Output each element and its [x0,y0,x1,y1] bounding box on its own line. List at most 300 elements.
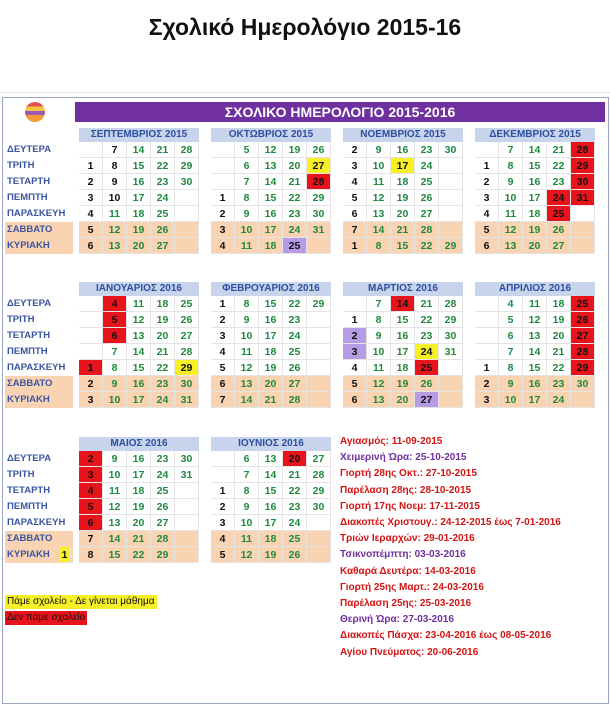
day-cell: 15 [259,296,283,312]
day-cell [307,547,331,563]
day-cell: 10 [499,190,523,206]
day-cell [211,158,235,174]
day-cell: 19 [259,360,283,376]
day-cell: 30 [571,376,595,392]
day-cell: 28 [175,344,199,360]
month-header: ΑΠΡΙΛΙΟΣ 2016 [475,282,595,296]
day-cell [307,238,331,254]
day-cell: 24 [151,467,175,483]
day-cell: 16 [127,174,151,190]
day-cell: 27 [547,238,571,254]
day-cell: 6 [343,392,367,408]
day-cell: 15 [259,483,283,499]
day-cell: 25 [283,344,307,360]
day-cell: 7 [211,392,235,408]
event-item: Θερινή Ώρα: 27-03-2016 [340,614,454,626]
day-cell [571,238,595,254]
day-cell: 18 [547,296,571,312]
day-cell: 14 [127,142,151,158]
day-cell: 28 [151,531,175,547]
day-cell: 5 [499,312,523,328]
day-cell: 12 [103,499,127,515]
day-cell [211,451,235,467]
day-cell: 19 [259,547,283,563]
day-cell: 5 [211,547,235,563]
day-cell: 13 [103,238,127,254]
page-title: Σχολικό Ημερολόγιο 2015-16 [148,14,462,40]
day-cell: 21 [415,296,439,312]
day-label: ΚΥΡΙΑΚΗ [5,547,73,563]
day-cell: 22 [151,158,175,174]
day-cell: 12 [259,142,283,158]
day-cell: 11 [499,206,523,222]
day-cell: 13 [367,206,391,222]
day-cell: 16 [259,206,283,222]
logo-icon [25,102,45,122]
day-cell: 29 [439,312,463,328]
day-cell [307,392,331,408]
day-cell: 1 [343,238,367,254]
day-cell: 26 [283,360,307,376]
day-cell: 6 [235,451,259,467]
day-cell: 5 [103,312,127,328]
day-cell [439,222,463,238]
day-cell: 17 [391,158,415,174]
day-cell: 28 [571,142,595,158]
day-cell [571,206,595,222]
day-cell: 20 [283,158,307,174]
day-label: ΤΡΙΤΗ [7,160,35,171]
day-cell [175,222,199,238]
day-cell: 22 [415,312,439,328]
day-cell: 23 [151,174,175,190]
day-cell: 9 [103,451,127,467]
month-header: ΣΕΠΤΕΜΒΡΙΟΣ 2015 [79,128,199,142]
day-cell: 21 [283,174,307,190]
day-cell: 15 [391,238,415,254]
day-cell: 5 [211,360,235,376]
day-cell [79,328,103,344]
day-cell: 1 [211,190,235,206]
day-cell: 28 [415,222,439,238]
month-header: ΝΟΕΜΒΡΙΟΣ 2015 [343,128,463,142]
day-cell: 29 [307,190,331,206]
day-cell: 5 [79,222,103,238]
day-cell: 12 [499,222,523,238]
day-cell: 20 [127,515,151,531]
day-label: ΔΕΥΤΕΡΑ [7,298,52,309]
day-cell: 6 [499,328,523,344]
day-cell: 13 [235,376,259,392]
day-cell: 3 [211,222,235,238]
day-label: ΠΑΡΑΣΚΕΥΗ [7,362,66,373]
title-divider [0,92,610,93]
day-cell: 20 [259,376,283,392]
day-cell [211,467,235,483]
day-cell: 31 [571,190,595,206]
day-cell: 2 [475,376,499,392]
day-cell [175,499,199,515]
day-cell: 16 [127,376,151,392]
day-cell: 9 [235,312,259,328]
day-cell: 3 [211,515,235,531]
day-label: ΔΕΥΤΕΡΑ [7,453,52,464]
day-cell [475,296,499,312]
event-item: Παρέλαση 25ης: 25-03-2016 [340,598,472,609]
day-cell: 27 [571,328,595,344]
event-item: Αγιασμός: 11-09-2015 [340,436,443,447]
day-cell: 21 [547,344,571,360]
day-label: ΚΥΡΙΑΚΗ [5,392,73,408]
calendar-banner: ΣΧΟΛΙΚΟ ΗΜΕΡΟΛΟΓΙΟ 2015-2016 [75,102,605,122]
day-cell: 2 [79,174,103,190]
day-cell: 6 [79,515,103,531]
day-cell: 12 [235,360,259,376]
day-cell: 9 [499,174,523,190]
event-item: Διακοπές Πάσχα: 23-04-2016 έως 08-05-2016 [340,630,552,642]
day-cell: 9 [235,499,259,515]
day-cell: 25 [151,483,175,499]
day-cell: 2 [211,312,235,328]
day-cell: 11 [235,238,259,254]
legend-yellow: Πάμε σχολείο - Δε γίνεται μάθημα [7,596,155,607]
day-cell: 16 [127,451,151,467]
day-cell: 4 [211,531,235,547]
day-cell: 7 [235,467,259,483]
month-header: ΜΑΡΤΙΟΣ 2016 [343,282,463,296]
legend-red: Δεν πάμε σχολείο [7,612,86,623]
day-cell: 20 [547,328,571,344]
day-cell: 7 [103,142,127,158]
day-cell [175,238,199,254]
day-cell: 24 [547,190,571,206]
day-cell: 20 [151,328,175,344]
day-cell: 17 [259,515,283,531]
day-cell: 14 [259,467,283,483]
day-cell: 17 [523,392,547,408]
day-cell: 4 [343,174,367,190]
day-cell: 15 [127,360,151,376]
day-label: ΠΕΜΠΤΗ [7,501,48,512]
day-cell: 14 [391,296,415,312]
day-cell: 26 [415,376,439,392]
day-cell: 30 [439,328,463,344]
day-cell: 18 [259,344,283,360]
day-cell: 26 [175,312,199,328]
day-cell [439,206,463,222]
day-cell: 1 [79,360,103,376]
day-cell: 30 [439,142,463,158]
day-label: ΤΡΙΤΗ [7,469,35,480]
day-cell: 26 [547,222,571,238]
day-cell: 22 [283,190,307,206]
day-cell [439,360,463,376]
day-cell: 25 [415,360,439,376]
day-cell: 29 [439,238,463,254]
day-cell: 24 [415,158,439,174]
day-cell [439,376,463,392]
day-cell: 8 [367,312,391,328]
day-cell: 5 [475,222,499,238]
day-cell: 16 [391,142,415,158]
day-cell: 1 [475,158,499,174]
day-cell: 22 [151,360,175,376]
day-cell: 21 [283,467,307,483]
day-cell: 16 [391,328,415,344]
day-cell: 18 [259,238,283,254]
day-cell: 4 [211,344,235,360]
day-cell: 3 [79,392,103,408]
day-cell: 18 [151,296,175,312]
day-label: ΤΕΤΑΡΤΗ [7,330,51,341]
day-cell: 21 [259,392,283,408]
day-cell: 7 [235,174,259,190]
day-cell: 8 [367,238,391,254]
day-cell: 25 [415,174,439,190]
day-cell: 14 [103,531,127,547]
day-cell: 7 [367,296,391,312]
day-cell: 6 [211,376,235,392]
day-cell: 31 [175,392,199,408]
day-cell: 4 [79,206,103,222]
day-cell: 24 [415,344,439,360]
day-label: ΠΕΜΠΤΗ [7,346,48,357]
day-cell: 23 [283,499,307,515]
day-cell: 1 [79,158,103,174]
day-cell: 10 [235,515,259,531]
day-cell: 29 [151,547,175,563]
day-cell: 26 [415,190,439,206]
day-cell: 2 [211,206,235,222]
day-cell [475,344,499,360]
day-cell: 4 [343,360,367,376]
day-cell: 21 [127,531,151,547]
event-item: Αγίου Πνεύματος: 20-06-2016 [340,646,479,658]
day-cell: 9 [235,206,259,222]
day-cell: 17 [523,190,547,206]
day-cell: 11 [127,296,151,312]
day-cell: 13 [127,328,151,344]
day-cell: 20 [391,392,415,408]
day-cell: 24 [151,190,175,206]
day-cell: 25 [547,206,571,222]
day-cell: 25 [175,296,199,312]
day-cell: 3 [79,190,103,206]
day-cell: 12 [127,312,151,328]
day-cell: 8 [103,360,127,376]
day-cell: 6 [343,206,367,222]
day-cell: 20 [283,451,307,467]
day-cell: 21 [151,142,175,158]
day-cell: 27 [151,238,175,254]
day-cell: 3 [343,344,367,360]
day-cell: 19 [151,312,175,328]
day-cell: 26 [283,547,307,563]
day-cell: 8 [235,190,259,206]
day-cell: 24 [283,515,307,531]
day-cell: 17 [127,467,151,483]
day-cell: 12 [103,222,127,238]
day-cell: 13 [367,392,391,408]
day-cell: 23 [415,328,439,344]
day-cell: 8 [79,547,103,563]
day-label: ΣΑΒΒΑΤΟ [5,376,73,392]
day-cell: 26 [151,499,175,515]
day-cell: 2 [343,328,367,344]
day-cell: 11 [367,174,391,190]
day-cell [307,312,331,328]
day-cell: 29 [175,360,199,376]
day-cell [307,328,331,344]
day-cell: 11 [103,483,127,499]
day-cell: 22 [547,158,571,174]
day-cell: 1 [343,312,367,328]
day-cell: 6 [475,238,499,254]
day-cell: 7 [79,531,103,547]
day-cell: 14 [127,344,151,360]
event-item: Καθαρά Δευτέρα: 14-03-2016 [340,565,476,577]
day-cell: 14 [259,174,283,190]
day-label: ΣΑΒΒΑΤΟ [5,531,73,547]
day-cell: 25 [571,296,595,312]
month-header: ΜΑΙΟΣ 2016 [79,437,199,451]
day-cell: 16 [259,499,283,515]
day-cell: 29 [571,360,595,376]
day-cell: 20 [523,238,547,254]
day-cell: 15 [103,547,127,563]
day-cell: 15 [523,158,547,174]
day-cell: 14 [367,222,391,238]
day-cell: 13 [259,451,283,467]
day-cell: 3 [343,158,367,174]
day-cell: 4 [79,483,103,499]
day-cell: 13 [259,158,283,174]
day-cell: 12 [367,190,391,206]
day-cell: 11 [367,360,391,376]
day-cell: 3 [79,467,103,483]
day-cell: 4 [499,296,523,312]
day-cell: 27 [175,328,199,344]
day-cell: 16 [523,376,547,392]
event-item: Διακοπές Χριστουγ.: 24-12-2015 έως 7-01-2016 [340,517,561,528]
day-cell: 10 [103,467,127,483]
day-cell: 19 [127,499,151,515]
day-cell: 3 [475,392,499,408]
day-cell [79,344,103,360]
day-cell: 21 [151,344,175,360]
day-cell: 3 [475,190,499,206]
day-cell: 15 [127,158,151,174]
day-cell: 12 [235,547,259,563]
day-cell [175,206,199,222]
day-cell [307,344,331,360]
day-cell [475,328,499,344]
event-item: Χειμερινή Ώρα: 25-10-2015 [340,452,467,464]
day-cell [79,142,103,158]
day-cell [175,515,199,531]
day-cell: 23 [151,451,175,467]
day-cell [79,312,103,328]
day-cell: 25 [151,206,175,222]
day-cell: 11 [103,206,127,222]
day-cell: 16 [523,174,547,190]
day-cell: 18 [127,483,151,499]
day-cell: 8 [499,360,523,376]
day-cell: 25 [283,238,307,254]
day-cell: 4 [475,206,499,222]
day-cell: 8 [235,296,259,312]
day-cell: 5 [235,142,259,158]
month-header: ΙΑΝΟΥΑΡΙΟΣ 2016 [79,282,199,296]
day-cell: 7 [103,344,127,360]
day-cell: 3 [211,328,235,344]
day-cell: 28 [283,392,307,408]
day-cell [475,142,499,158]
day-cell: 23 [547,174,571,190]
day-cell: 22 [283,296,307,312]
day-cell [307,360,331,376]
day-cell: 24 [547,392,571,408]
day-cell: 14 [235,392,259,408]
day-cell: 9 [499,376,523,392]
day-cell: 23 [415,142,439,158]
day-cell: 26 [151,222,175,238]
day-cell: 8 [235,483,259,499]
day-cell: 9 [367,328,391,344]
day-cell: 19 [391,190,415,206]
day-cell: 1 [211,296,235,312]
day-cell [211,174,235,190]
day-cell [79,296,103,312]
day-cell: 18 [127,206,151,222]
day-cell: 7 [499,344,523,360]
day-cell: 30 [571,174,595,190]
day-cell: 2 [211,499,235,515]
day-cell: 30 [307,499,331,515]
day-cell: 20 [391,206,415,222]
day-cell: 2 [79,451,103,467]
event-item: Τσικνοπέμπτη: 03-03-2016 [340,549,466,561]
day-cell: 2 [343,142,367,158]
day-cell: 25 [283,531,307,547]
day-cell: 27 [307,158,331,174]
day-label: ΤΡΙΤΗ [7,314,35,325]
day-cell: 2 [79,376,103,392]
day-cell: 22 [127,547,151,563]
day-cell: 28 [571,344,595,360]
day-cell: 26 [307,142,331,158]
month-header: ΦΕΒΡΟΥΑΡΙΟΣ 2016 [211,282,331,296]
day-cell: 18 [259,531,283,547]
day-cell: 24 [283,222,307,238]
day-cell: 14 [523,142,547,158]
day-cell [175,483,199,499]
day-cell: 4 [211,238,235,254]
day-cell: 31 [439,344,463,360]
day-cell: 19 [283,142,307,158]
day-cell: 5 [343,190,367,206]
day-cell: 27 [151,515,175,531]
day-cell: 19 [523,222,547,238]
day-cell: 15 [523,360,547,376]
month-header: ΔΕΚΕΜΒΡΙΟΣ 2015 [475,128,595,142]
day-cell: 20 [127,238,151,254]
event-item: Γιορτή 25ης Μαρτ.: 24-03-2016 [340,581,484,593]
day-cell: 18 [391,174,415,190]
day-cell: 22 [415,238,439,254]
day-cell: 22 [547,360,571,376]
day-cell [571,222,595,238]
